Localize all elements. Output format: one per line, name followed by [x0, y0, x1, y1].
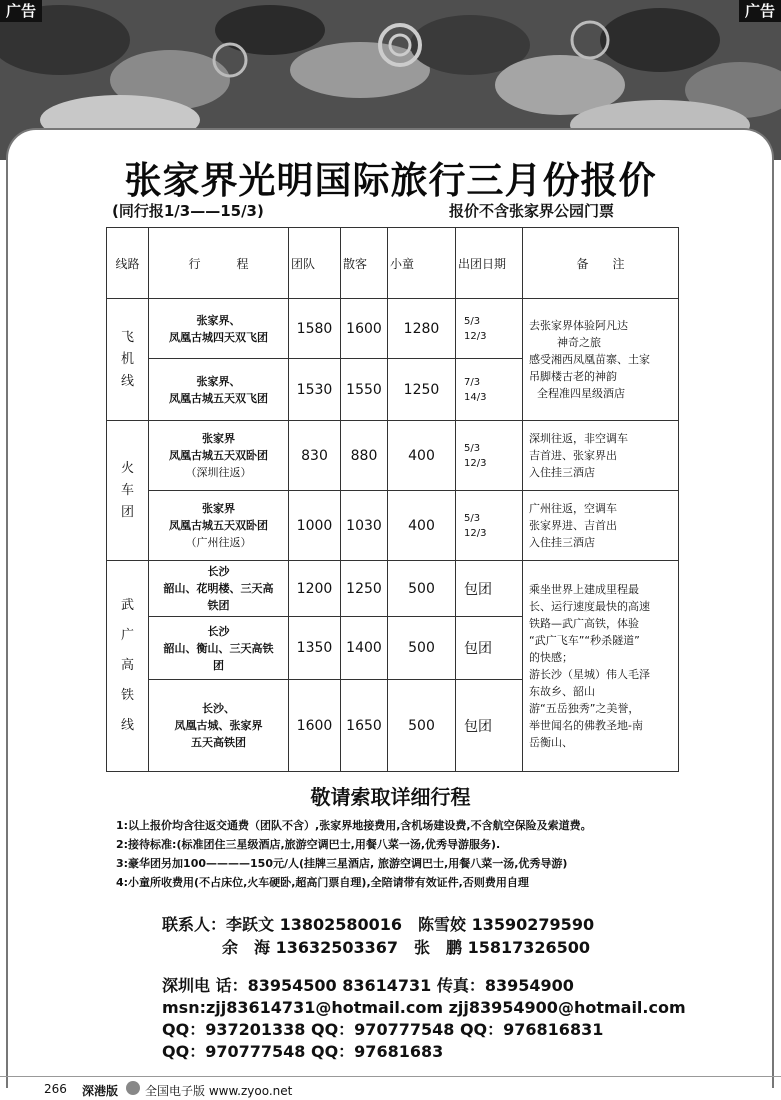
edition-label: 深港版 — [82, 1084, 119, 1098]
term-item: 3:豪华团另加100————150元/人(挂牌三星酒店, 旅游空调巴士,用餐八菜一汤,优秀导游) — [116, 857, 568, 870]
table-row — [107, 561, 679, 617]
table-row — [107, 299, 679, 359]
term-item: 4:小童所收费用(不占床位,火车硬卧,超高门票自理),全陪请带有效证件,否则费用自理 — [116, 876, 529, 889]
price-group: 1530 — [289, 359, 341, 421]
notes-train-shenzhen: 深圳往返，非空调车 吉首进、张家界出 入住挂三酒店 — [523, 421, 679, 491]
site-link[interactable]: 全国电子版 www.zyoo.net — [145, 1084, 293, 1098]
header-individual: 散客 — [341, 228, 388, 299]
subtitle-date-range: (同行报1/3——15/3) — [112, 202, 264, 220]
terms-list — [116, 816, 592, 892]
notes-train-guangzhou: 广州往返，空调车 张家界进、吉首出 入住挂三酒店 — [523, 491, 679, 561]
route-flight: 飞 机 线 — [107, 299, 149, 421]
ad-label-right: 广告 — [739, 0, 781, 22]
price-group: 1350 — [289, 617, 341, 680]
term-item: 2:接待标准:(标准团住三星级酒店,旅游空调巴士,用餐八菜一汤,优秀导游服务). — [116, 838, 501, 851]
price-group: 1000 — [289, 491, 341, 561]
price-individual: 1550 — [341, 359, 388, 421]
departure-dates: 5/3 12/3 — [456, 491, 523, 561]
notes-highspeed: 乘坐世界上建成里程最 长、运行速度最快的高速 铁路—武广高铁，体验 “武广飞车”“秒杀隧道” 的快感； 游长沙（星城）伟人毛泽 东故乡、韶山 游“五岳独秀”之美誉， 举世闻名的佛教圣地-南 岳衡山、 — [523, 561, 679, 772]
departure-dates: 包团 — [456, 617, 523, 680]
table-header-row — [107, 228, 679, 299]
header-group: 团队 — [289, 228, 341, 299]
notes-flight: 去张家界体验阿凡达 神奇之旅 感受湘西凤凰苗寨、土家 吊脚楼古老的神韵 全程准四星级酒店 — [523, 299, 679, 421]
header-notes: 备 注 — [523, 228, 679, 299]
itinerary-cell: 张家界、 凤凰古城四天双飞团 — [149, 299, 289, 359]
page-footer — [0, 1078, 781, 1100]
departure-dates: 5/3 12/3 — [456, 299, 523, 359]
request-itinerary-heading: 敬请索取详细行程 — [310, 785, 471, 809]
route-train: 火 车 团 — [107, 421, 149, 561]
departure-dates: 7/3 14/3 — [456, 359, 523, 421]
price-individual: 1400 — [341, 617, 388, 680]
price-group: 830 — [289, 421, 341, 491]
header-itinerary: 行 程 — [149, 228, 289, 299]
qq-line: QQ：937201338 QQ：970777548 QQ：976816831 — [162, 1020, 604, 1039]
itinerary-cell: 长沙、 凤凰古城、张家界 五天高铁团 — [149, 680, 289, 772]
itinerary-cell: 张家界、 凤凰古城五天双飞团 — [149, 359, 289, 421]
qq-line: QQ：970777548 QQ：97681683 — [162, 1042, 444, 1061]
price-group: 1580 — [289, 299, 341, 359]
price-child: 500 — [388, 617, 456, 680]
price-child: 400 — [388, 491, 456, 561]
header-route: 线路 — [107, 228, 149, 299]
price-group: 1600 — [289, 680, 341, 772]
itinerary-cell: 张家界 凤凰古城五天双卧团 （广州往返） — [149, 491, 289, 561]
price-child: 1280 — [388, 299, 456, 359]
term-item: 1:以上报价均含往返交通费（团队不含）,张家界地接费用,含机场建设费,不含航空保险及索道费。 — [116, 819, 592, 832]
price-child: 400 — [388, 421, 456, 491]
phone-info — [162, 975, 686, 1063]
price-individual: 1250 — [341, 561, 388, 617]
departure-dates: 包团 — [456, 561, 523, 617]
departure-dates: 包团 — [456, 680, 523, 772]
page-number: 266 — [44, 1082, 67, 1096]
price-individual: 1650 — [341, 680, 388, 772]
footer-divider — [0, 1076, 781, 1077]
price-child: 500 — [388, 680, 456, 772]
page-title: 张家界光明国际旅行三月份报价 — [124, 159, 657, 202]
table-row — [107, 491, 679, 561]
route-highspeed: 武 广 高 铁 线 — [107, 561, 149, 772]
departure-dates: 5/3 12/3 — [456, 421, 523, 491]
header-child: 小童 — [388, 228, 456, 299]
itinerary-cell: 长沙 韶山、衡山、三天高铁 团 — [149, 617, 289, 680]
msn-line: msn:zjj83614731@hotmail.com zjj83954900@hotmail.com — [162, 998, 686, 1017]
price-table — [106, 227, 679, 772]
contact-line: 余 海 13632503367 张 鹏 15817326500 — [222, 938, 591, 957]
itinerary-cell: 长沙 韶山、花明楼、三天高 铁团 — [149, 561, 289, 617]
contact-line: 李跃文 13802580016 陈雪姣 13590279590 — [226, 915, 595, 934]
price-child: 500 — [388, 561, 456, 617]
phone-line: 深圳电 话：83954500 83614731 传真：83954900 — [162, 976, 574, 995]
price-individual: 880 — [341, 421, 388, 491]
table-row — [107, 421, 679, 491]
price-group: 1200 — [289, 561, 341, 617]
header-dates: 出团日期 — [456, 228, 523, 299]
contact-persons — [162, 913, 594, 959]
itinerary-cell: 张家界 凤凰古城五天双卧团 （深圳往返） — [149, 421, 289, 491]
ad-label-left: 广告 — [0, 0, 42, 22]
site-logo-icon — [126, 1081, 140, 1095]
price-individual: 1600 — [341, 299, 388, 359]
subtitle-exclusion: 报价不含张家界公园门票 — [449, 202, 615, 220]
price-individual: 1030 — [341, 491, 388, 561]
price-child: 1250 — [388, 359, 456, 421]
contact-label: 联系人： — [162, 915, 227, 934]
